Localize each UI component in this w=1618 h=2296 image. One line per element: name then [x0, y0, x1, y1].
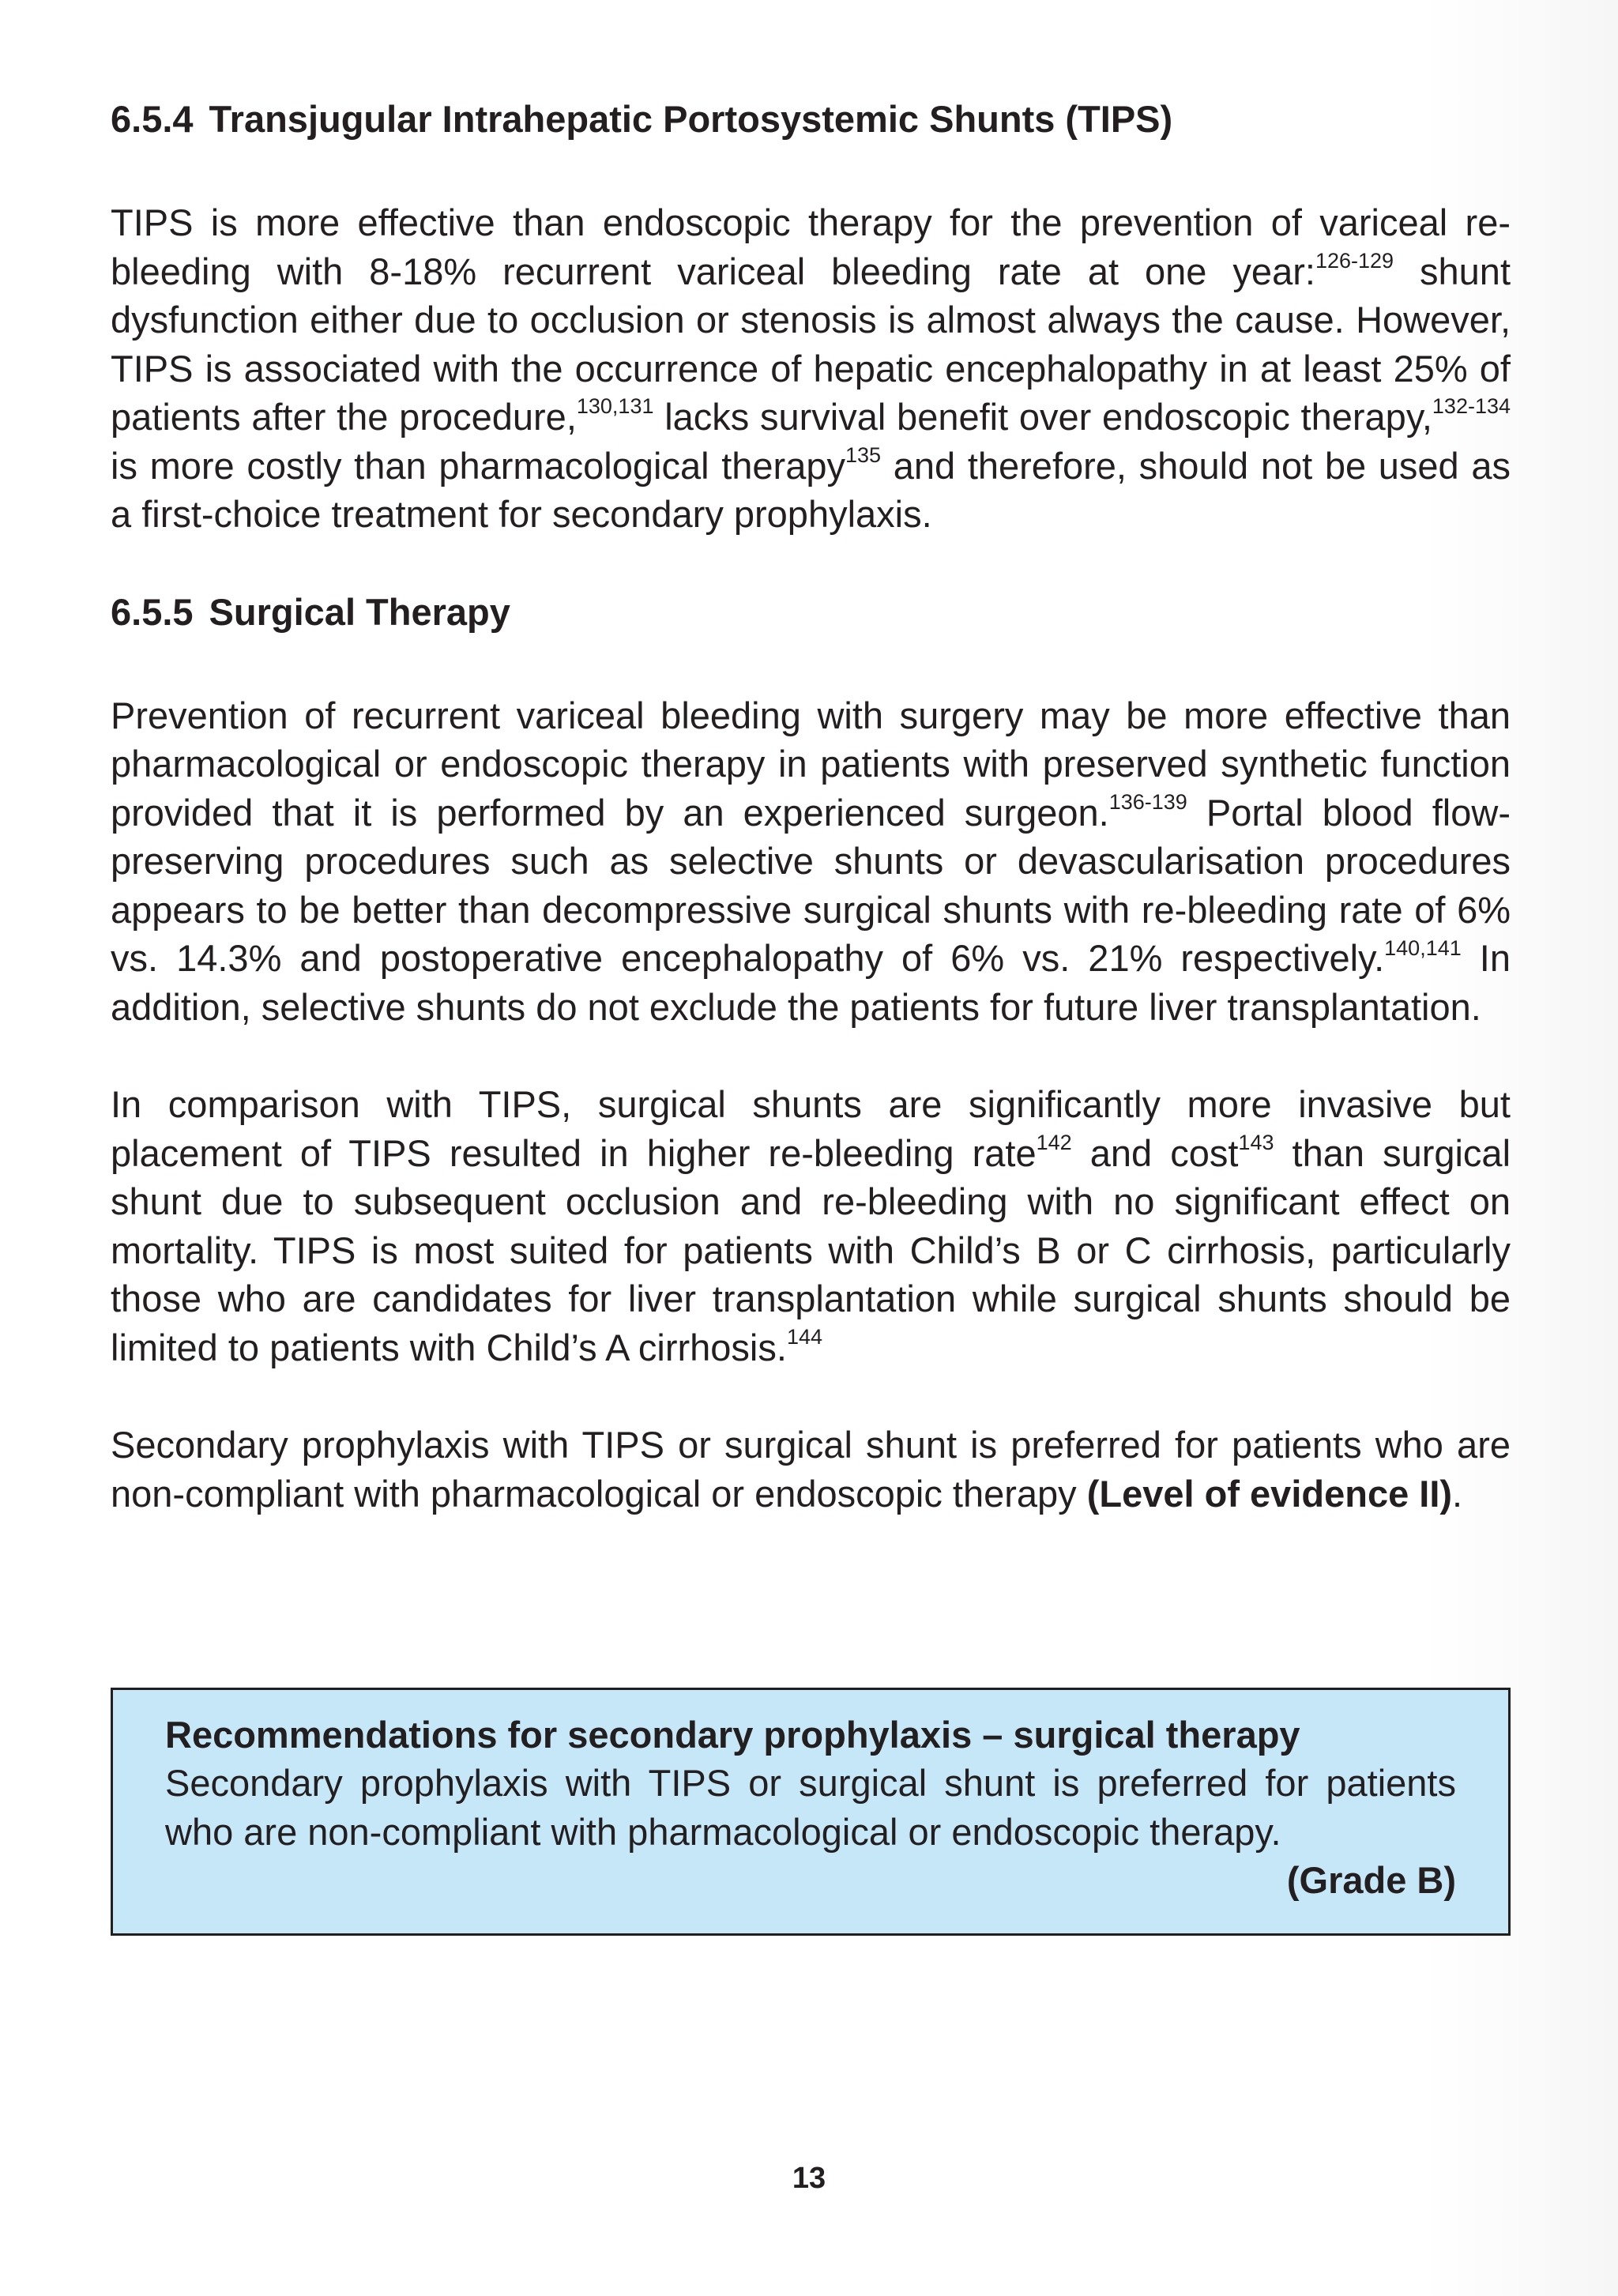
section-number: 6.5.5: [111, 590, 194, 633]
citation: 142: [1036, 1131, 1072, 1155]
text-run: Secondary prophylaxis with TIPS or surgical shunt is preferred for patients who are non-compliant with pharmacological or endoscopic therapy: [111, 1424, 1511, 1515]
recommendation-text: Secondary prophylaxis with TIPS or surgical shunt is preferred for patients who are non-compliant with pharmacological or endoscopic therapy.: [165, 1762, 1456, 1853]
section-title: Surgical Therapy: [209, 590, 510, 633]
text-run: lacks survival benefit over endoscopic therapy,: [653, 396, 1432, 438]
tips-paragraph: [111, 198, 1511, 539]
citation: 140,141: [1384, 935, 1462, 960]
citation: 132-134: [1432, 394, 1511, 419]
text-run: and therefore, should not be used as a first-choice treatment for secondary prophylaxis.: [111, 444, 1511, 536]
text-run: than surgical shunt due to subsequent occlusion and re-bleeding with no significant effect on mortality. TIPS is most suited for patients with Child’s B or C cirrhosis, particularly those who are candidates for liver transplantation while surgical shunts should be limited to patients with Child’s A cirrhosis.: [111, 1131, 1511, 1368]
text-run: Portal blood flow-preserving procedures such as selective shunts or devascularisation procedures appears to be better than decompressive surgical shunts with re-bleeding rate of 6% vs. 14.3% and postoperative encephalopathy of 6% vs. 21% respectively.: [111, 791, 1511, 980]
text-run: shunt dysfunction either due to occlusion or stenosis is almost always the cause. However, TIPS is associated with the occurrence of hepatic encephalopathy in at least 25% of patients after the procedure,: [111, 250, 1511, 438]
section-number: 6.5.4: [111, 98, 194, 140]
surgical-paragraph-3: [111, 1421, 1511, 1518]
citation: 130,131: [576, 394, 654, 419]
citation: 143: [1238, 1131, 1274, 1155]
level-of-evidence: (Level of evidence II): [1086, 1472, 1453, 1515]
citation: 126-129: [1315, 248, 1394, 273]
page-number: 13: [792, 2162, 826, 2195]
section-heading-tips: [111, 95, 1511, 143]
recommendation-title: Recommendations for secondary prophylaxis – surgical therapy: [165, 1714, 1300, 1756]
surgical-paragraph-1: [111, 691, 1511, 1032]
citation: 136-139: [1108, 790, 1187, 815]
section-heading-surgical: [111, 588, 1511, 636]
surgical-paragraph-2: [111, 1080, 1511, 1372]
text-run: In addition, selective shunts do not exclude the patients for future liver transplantation.: [111, 937, 1511, 1028]
citation: 135: [845, 442, 882, 467]
citation: 144: [786, 1325, 822, 1349]
text-run: TIPS is more effective than endoscopic therapy for the prevention of variceal re-bleeding with 8-18% recurrent variceal bleeding rate at one year:: [111, 201, 1511, 292]
recommendation-box: [111, 1688, 1511, 1936]
text-run: and cost: [1071, 1131, 1239, 1174]
text-run: Prevention of recurrent variceal bleeding with surgery may be more effective than pharmacological or endoscopic therapy in patients with preserved synthetic function provided that it is performed by an experienced surgeon.: [111, 694, 1511, 834]
page-content: [111, 95, 1511, 1518]
recommendation-grade: (Grade B): [1286, 1859, 1456, 1901]
text-run: In comparison with TIPS, surgical shunts are significantly more invasive but placement of TIPS resulted in higher re-bleeding rate: [111, 1083, 1511, 1174]
text-run: .: [1452, 1472, 1463, 1515]
section-title: Transjugular Intrahepatic Portosystemic Shunts (TIPS): [209, 98, 1173, 140]
text-run: is more costly than pharmacological therapy: [111, 444, 845, 487]
